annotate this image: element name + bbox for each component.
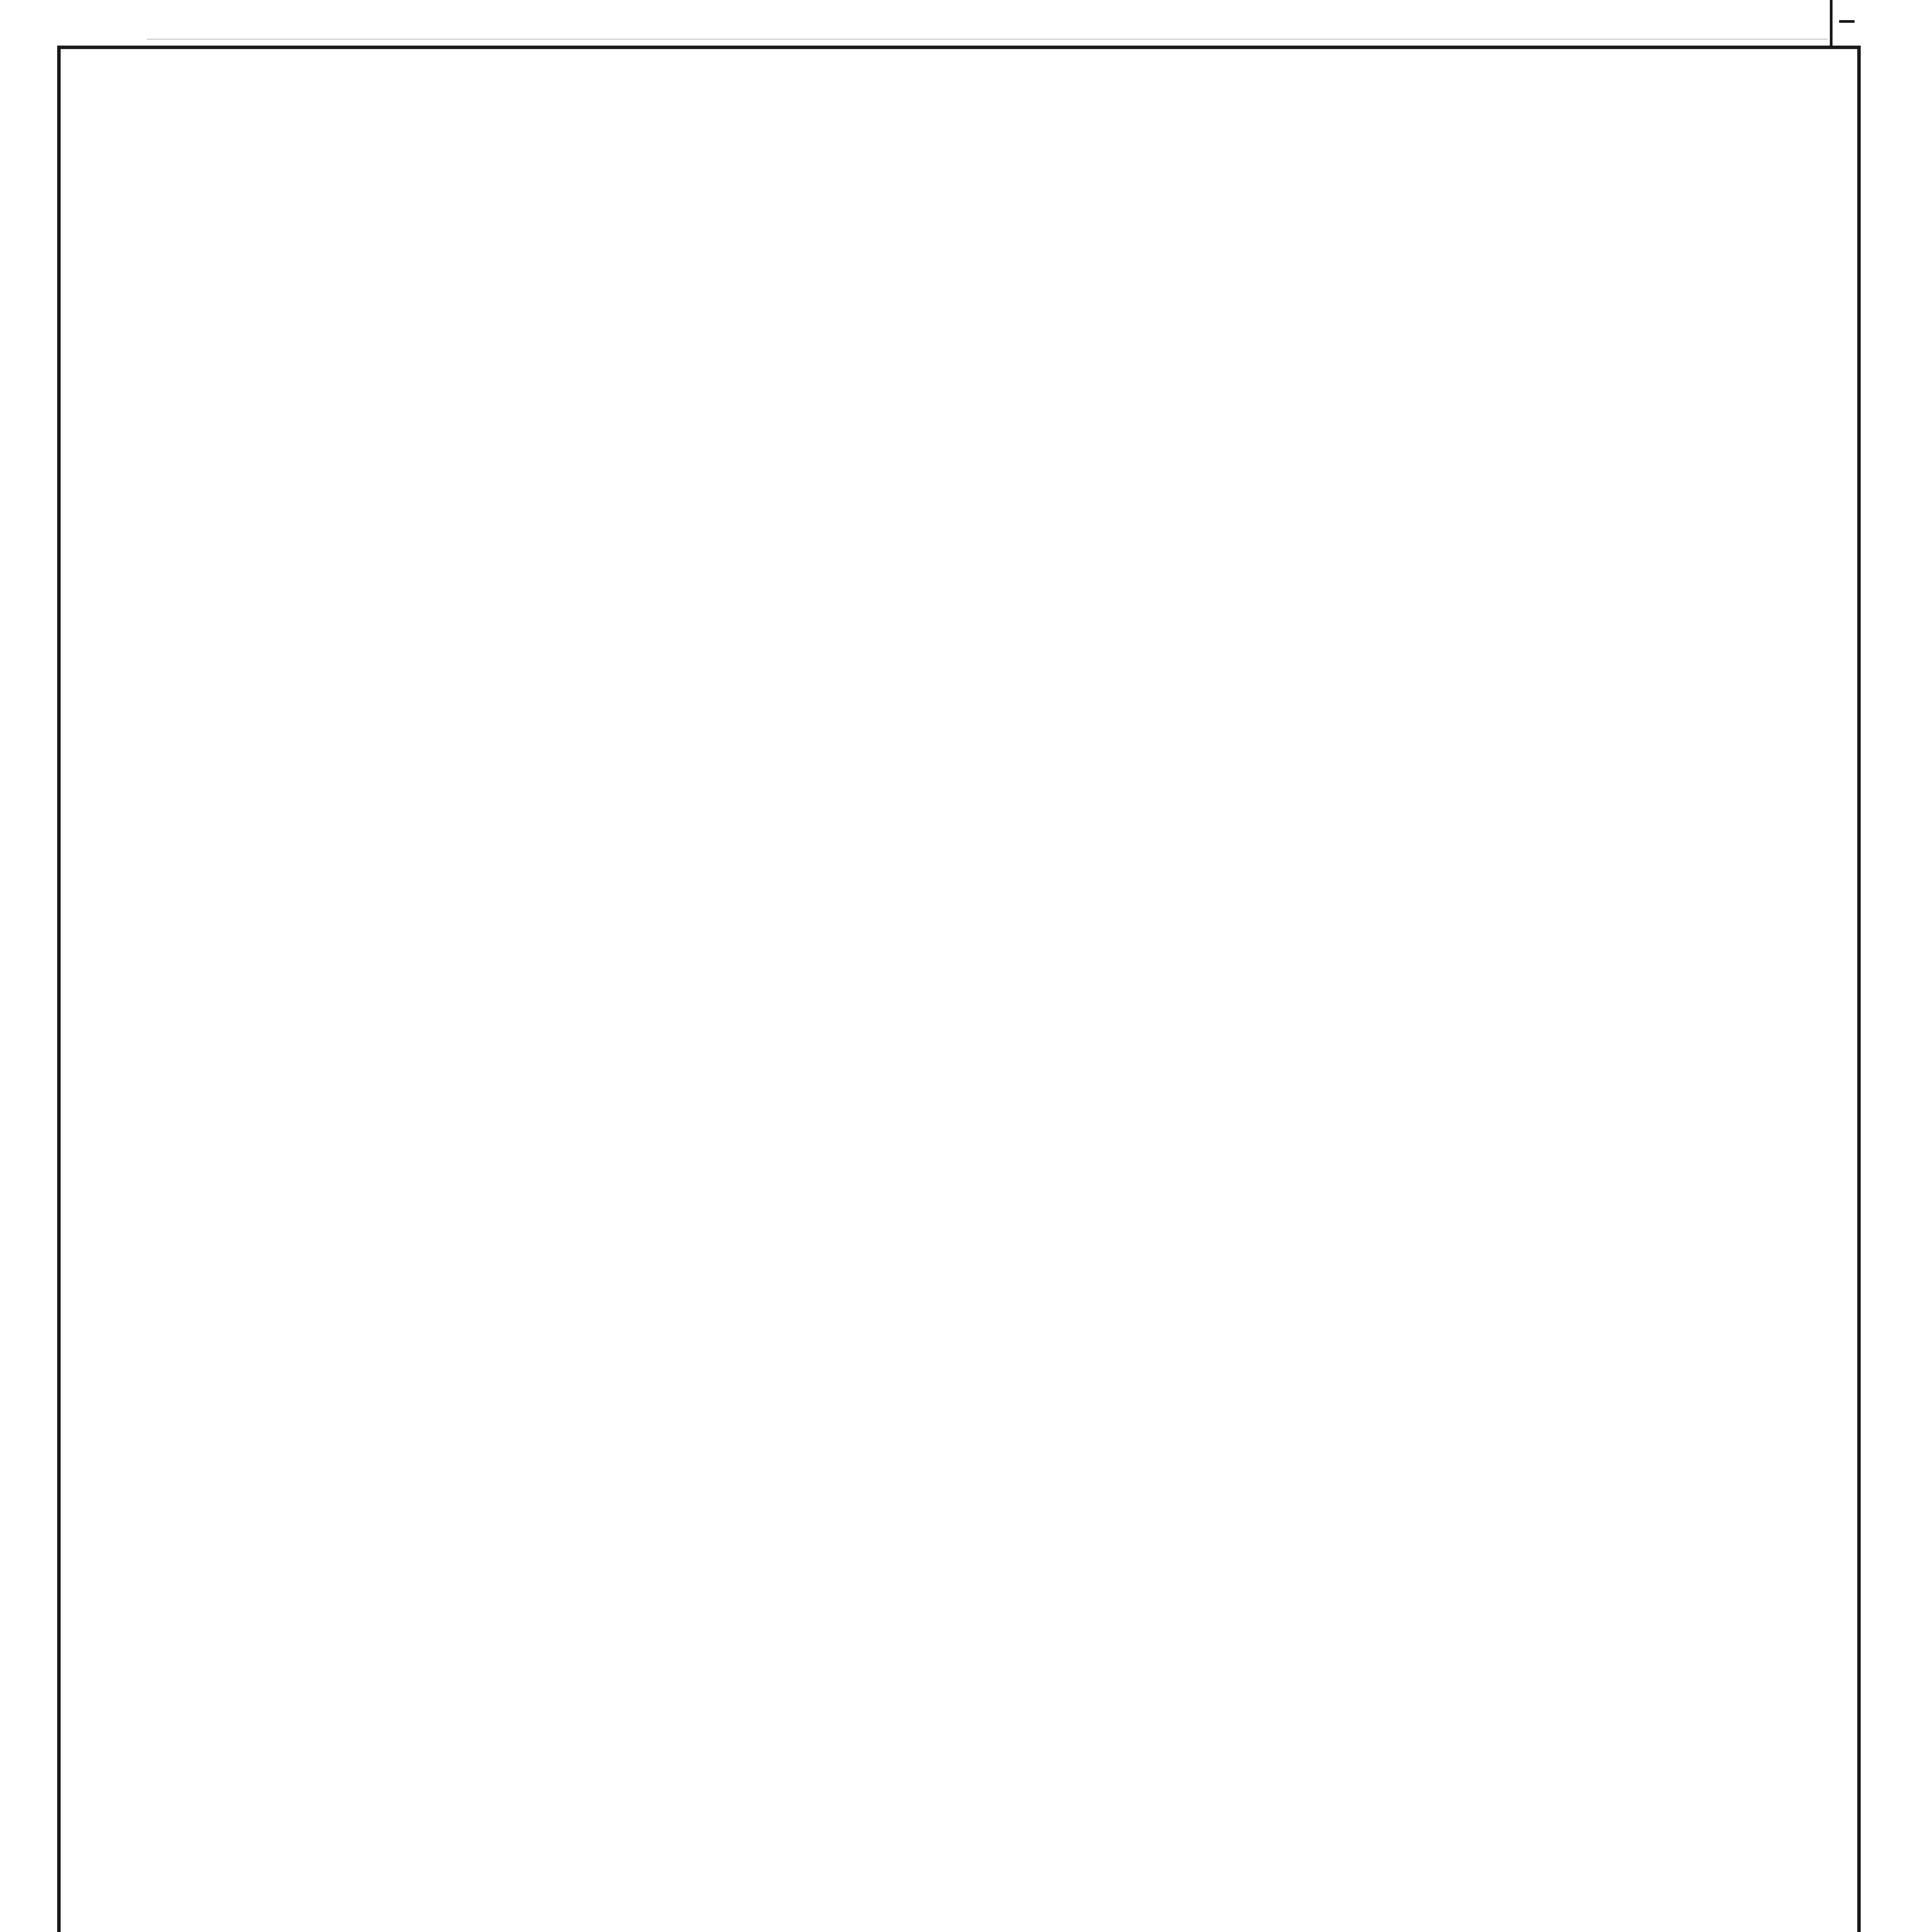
side-label-album <box>14 0 56 871</box>
side-label-project <box>14 910 56 1799</box>
corner-mark <box>1830 0 1861 46</box>
top-edge-rule <box>147 39 1828 40</box>
drawing-frame <box>57 46 1861 1932</box>
corner-dash <box>1839 20 1855 23</box>
